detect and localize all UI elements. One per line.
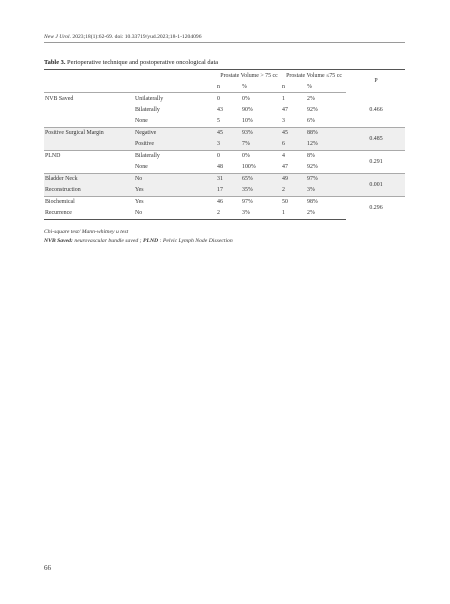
row-variable: Reconstruction (44, 185, 134, 197)
row-category: Bilaterally (135, 106, 160, 113)
row-variable (44, 162, 134, 174)
row-pct2: 3% (306, 185, 346, 197)
row-n2: 47 (282, 164, 288, 170)
row-category: Yes (134, 185, 216, 197)
table-row (44, 127, 405, 139)
row-variable: Positive Surgical Margin (44, 127, 134, 139)
row-n2: 47 (282, 106, 288, 113)
row-n2: 6 (281, 139, 306, 151)
row-variable: Recurrence (44, 208, 134, 220)
p-value: 0.291 (346, 150, 405, 173)
row-pct2: 98% (306, 196, 346, 208)
p-value: 0.485 (346, 127, 405, 150)
sub-header-n1: n (216, 81, 241, 93)
row-n1: 3 (216, 139, 241, 151)
row-category: None (135, 118, 148, 124)
row-variable (44, 104, 134, 116)
header-rule (44, 42, 405, 43)
row-pct1: 97% (241, 196, 281, 208)
row-pct1: 0% (241, 150, 281, 162)
row-pct2: 97% (306, 173, 346, 185)
row-pct1: 3% (241, 208, 281, 220)
row-pct1: 35% (241, 185, 281, 197)
perioperative-data-table (44, 69, 405, 220)
row-n1: 5 (217, 118, 220, 124)
row-n1: 2 (216, 208, 241, 220)
table-row (44, 196, 405, 208)
footnote-abbr-nvb-def: neurovascular bundle saved ; (72, 238, 143, 244)
row-category: Yes (134, 196, 216, 208)
row-n2: 3 (282, 118, 285, 124)
row-variable: PLND (44, 150, 134, 162)
row-variable (44, 116, 134, 128)
row-n1: 43 (217, 106, 223, 113)
row-pct2: 92% (307, 164, 318, 170)
row-category: Bilaterally (134, 150, 216, 162)
row-n1: 48 (217, 164, 223, 170)
row-n2: 49 (281, 173, 306, 185)
row-pct1: 7% (241, 139, 281, 151)
row-category: None (135, 164, 148, 170)
row-n1: 31 (216, 173, 241, 185)
row-n1: 45 (216, 127, 241, 139)
footnote-abbr-plnd-def: : Pelvic Lymph Node Dissection (158, 238, 233, 244)
row-n1: 46 (216, 196, 241, 208)
journal-name: New J Urol. (44, 34, 71, 40)
row-category: Unilaterally (135, 95, 164, 102)
table-row (44, 173, 405, 185)
sub-header-pct2: % (306, 81, 346, 93)
row-pct2: 2% (306, 208, 346, 220)
row-pct2: 6% (307, 118, 315, 124)
page-number: 66 (44, 564, 51, 572)
table-footnote (44, 228, 405, 246)
row-pct1: 10% (242, 118, 253, 124)
footnote-abbreviations (44, 237, 405, 246)
row-pct1: 90% (242, 106, 253, 113)
running-header (44, 34, 405, 40)
row-pct2: 88% (306, 127, 346, 139)
table-caption (44, 59, 405, 66)
p-header: P (346, 70, 405, 93)
row-variable: Bladder Neck (44, 173, 134, 185)
p-value: 0.001 (346, 173, 405, 196)
row-n2: 45 (281, 127, 306, 139)
footnote-tests: Chi-square test/ Mann-whitney u test (44, 229, 129, 235)
row-pct2: 2% (307, 95, 315, 102)
row-n2: 1 (281, 208, 306, 220)
row-pct2: 12% (306, 139, 346, 151)
row-category: Positive (134, 139, 216, 151)
row-variable (44, 139, 134, 151)
p-value: 0.296 (346, 196, 405, 219)
row-pct1: 0% (242, 95, 250, 102)
row-n1: 0 (216, 150, 241, 162)
row-n2: 4 (281, 150, 306, 162)
row-pct2: 92% (307, 106, 318, 113)
row-n2: 50 (281, 196, 306, 208)
row-category: No (134, 173, 216, 185)
row-pct2: 8% (306, 150, 346, 162)
table-row (44, 150, 405, 162)
row-variable: NVB Saved (45, 95, 74, 102)
group-header-large: Prostate Volume > 75 cc (216, 70, 281, 82)
row-n2: 1 (282, 95, 285, 102)
row-category: Negative (134, 127, 216, 139)
citation-text: 2023;18(1):62-69. doi: 10.33719/yud.2023;18-1-1204096 (72, 34, 202, 40)
p-value: 0.466 (369, 106, 383, 113)
group-header-small: Prostate Volume ≤75 cc (281, 70, 346, 82)
row-pct1: 65% (241, 173, 281, 185)
row-pct1: 93% (241, 127, 281, 139)
sub-header-pct1: % (241, 81, 281, 93)
sub-header-n2: n (281, 81, 306, 93)
row-n1: 0 (217, 95, 220, 102)
row-pct1: 100% (242, 164, 256, 170)
table-label: Table 3. (44, 59, 66, 66)
footnote-abbr-plnd: PLND (143, 238, 159, 244)
footnote-abbr-nvb: NVB Saved: (44, 238, 73, 244)
table-row (44, 93, 405, 105)
group-header-row (44, 70, 405, 82)
row-n2: 2 (281, 185, 306, 197)
row-variable: Biochemical (44, 196, 134, 208)
row-n1: 17 (216, 185, 241, 197)
table-title: Perioperative technique and postoperative oncological data (67, 59, 219, 66)
row-category: No (134, 208, 216, 220)
